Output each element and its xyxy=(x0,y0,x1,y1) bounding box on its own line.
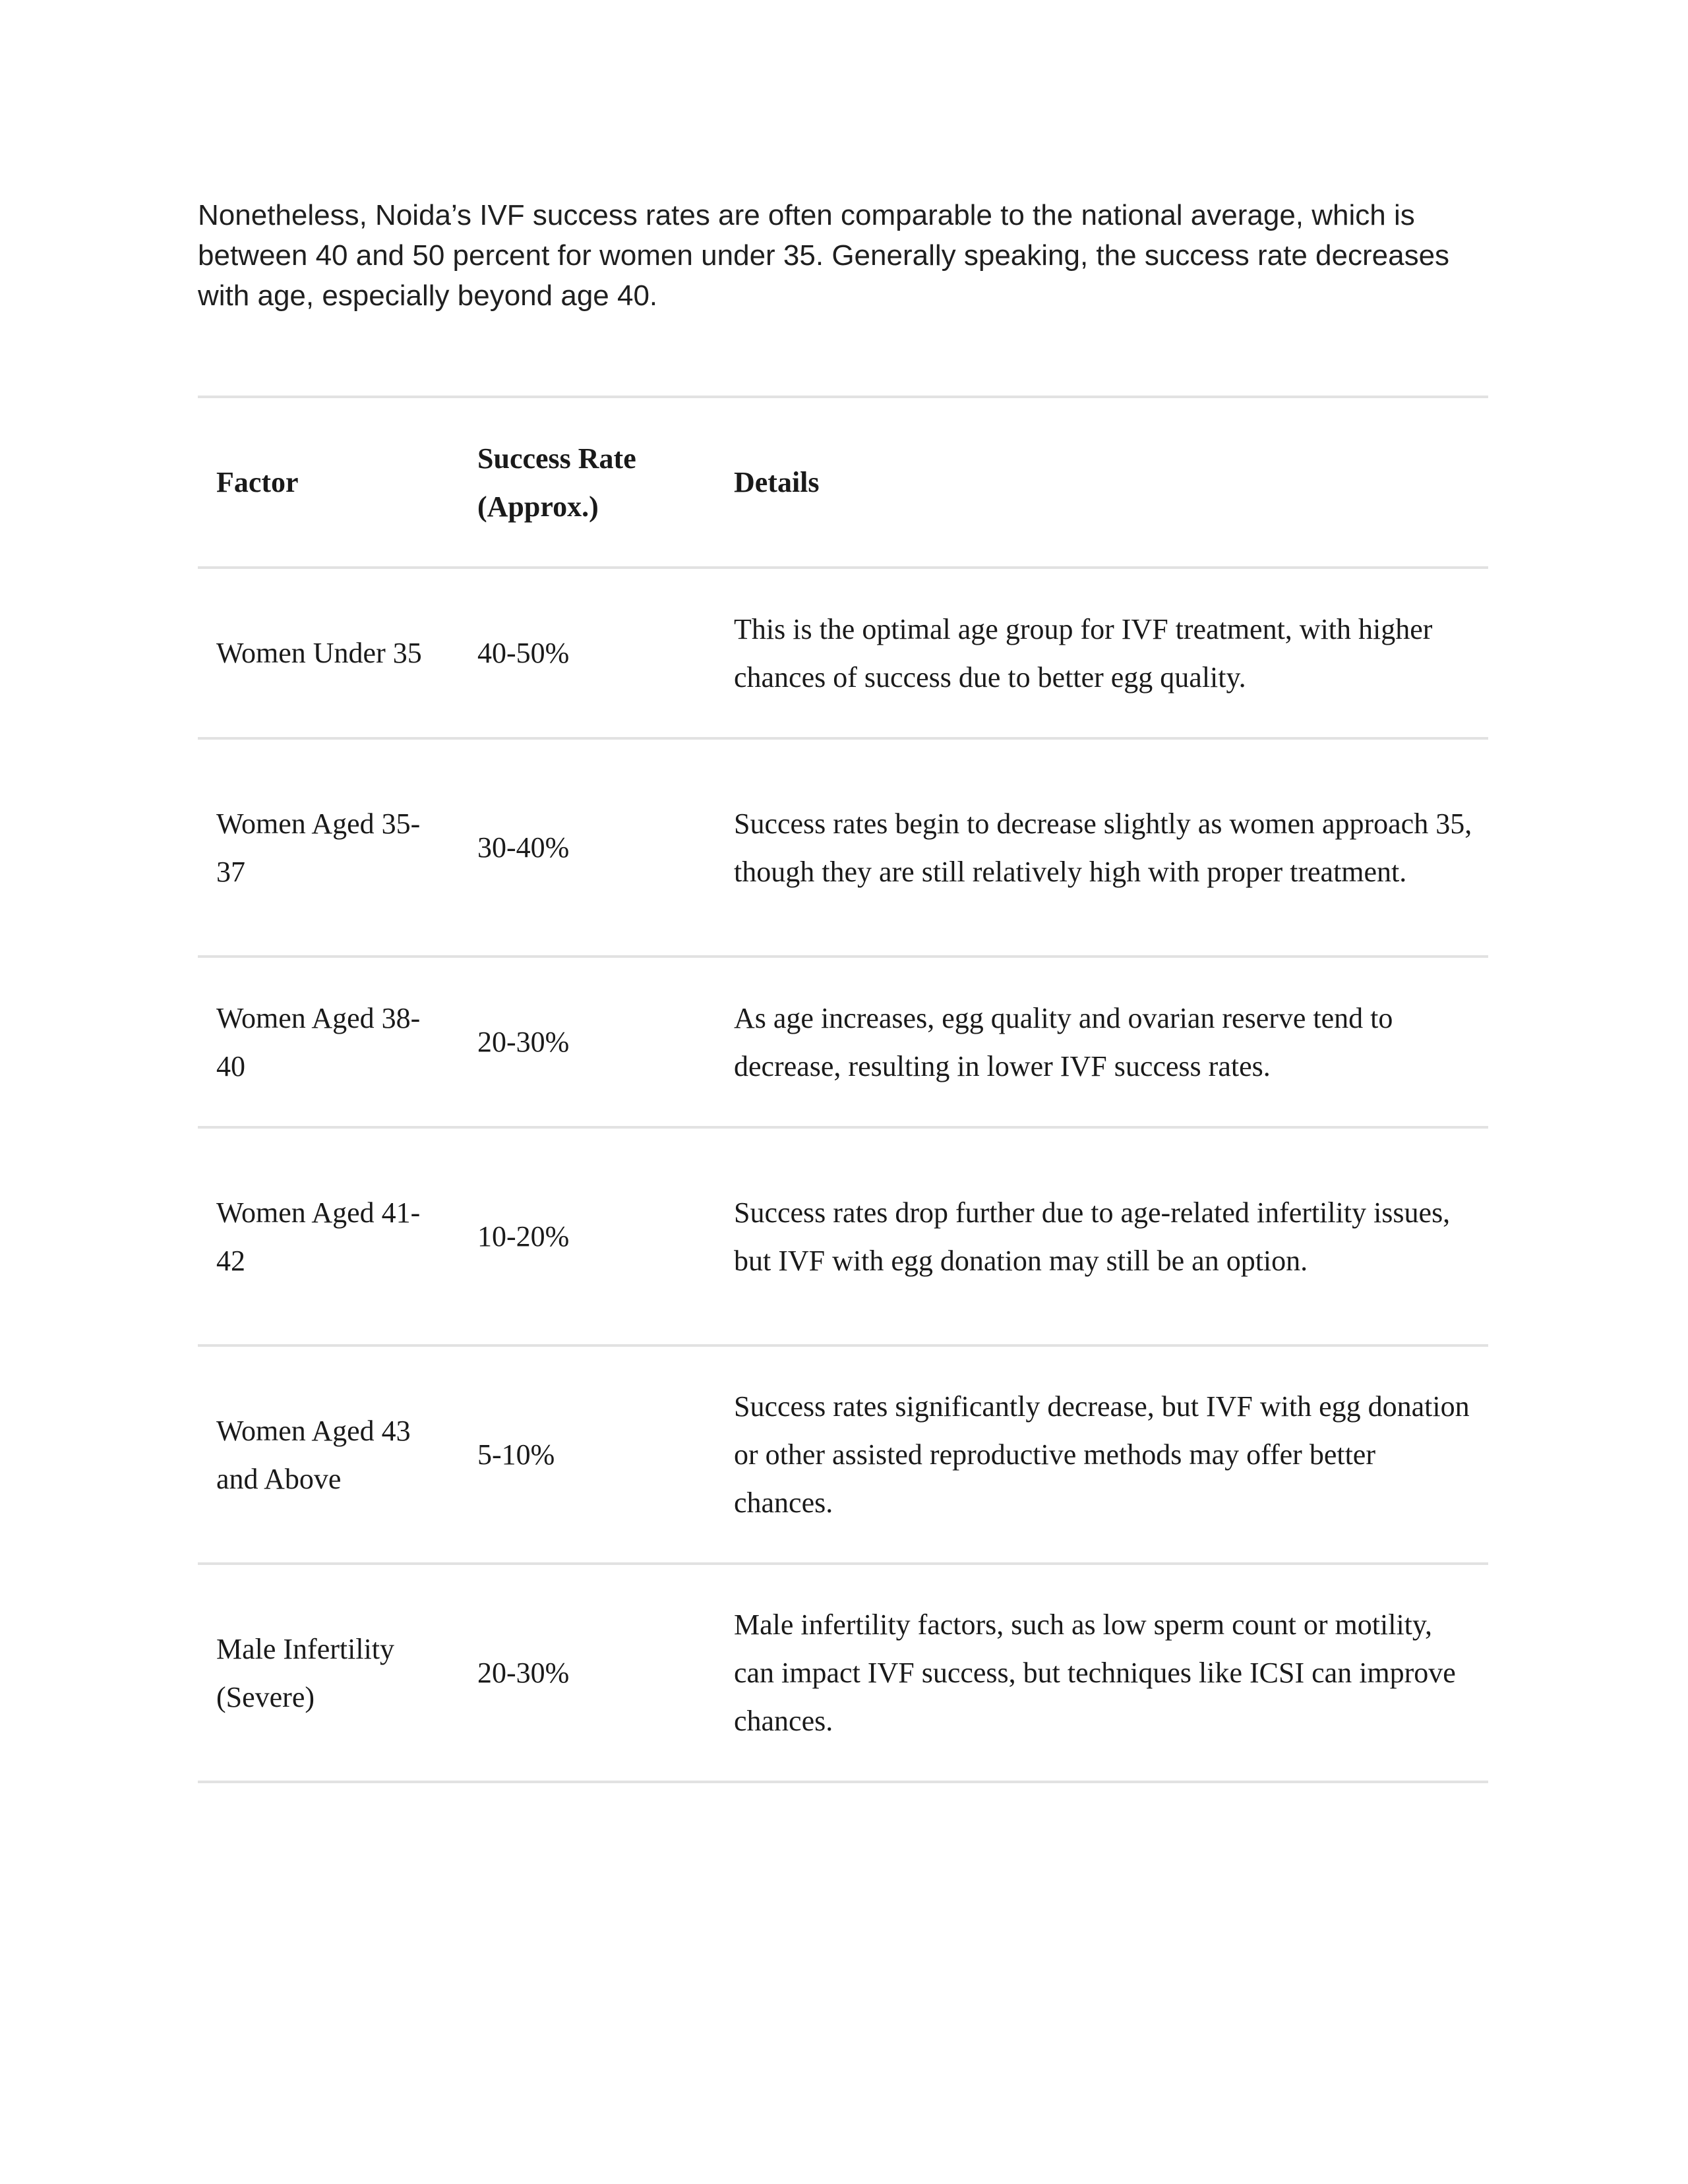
details-cell: Success rates significantly decrease, but IVF with egg donation or other assisted reproductive methods may offer better chances. xyxy=(734,1390,1470,1519)
details-cell: Male infertility factors, such as low sperm count or motility, can impact IVF success, but techniques like ICSI can improve chances. xyxy=(734,1608,1456,1737)
success-rate-table xyxy=(198,396,1488,1783)
table-row xyxy=(198,1127,1488,1345)
header-factor: Factor xyxy=(216,466,299,498)
details-cell: Success rates begin to decrease slightly as women approach 35, though they are still relatively high with proper treatment. xyxy=(734,807,1472,888)
header-success-rate: Success Rate (Approx.) xyxy=(477,442,636,523)
table-row xyxy=(198,1345,1488,1564)
factor-cell: Women Under 35 xyxy=(216,637,422,669)
rate-cell: 30-40% xyxy=(477,831,570,864)
rate-cell: 20-30% xyxy=(477,1657,570,1689)
table-row xyxy=(198,1564,1488,1782)
table-row xyxy=(198,957,1488,1127)
factor-cell: Women Aged 43 and Above xyxy=(216,1414,411,1495)
table-header-row xyxy=(198,397,1488,568)
table-row xyxy=(198,738,1488,957)
factor-cell: Women Aged 35-37 xyxy=(216,807,421,888)
header-details: Details xyxy=(734,466,820,498)
factor-cell: Male Infertility (Severe) xyxy=(216,1632,395,1713)
rate-cell: 5-10% xyxy=(477,1438,555,1471)
details-cell: This is the optimal age group for IVF treatment, with higher chances of success due to better egg quality. xyxy=(734,612,1433,694)
details-cell: As age increases, egg quality and ovarian reserve tend to decrease, resulting in lower IVF success rates. xyxy=(734,1001,1393,1082)
factor-cell: Women Aged 41-42 xyxy=(216,1196,421,1277)
rate-cell: 40-50% xyxy=(477,637,570,669)
rate-cell: 10-20% xyxy=(477,1220,570,1253)
rate-cell: 20-30% xyxy=(477,1026,570,1058)
table-row xyxy=(198,568,1488,738)
intro-paragraph: Nonetheless, Noida’s IVF success rates are often comparable to the national average, which is between 40 and 50 percent for women under 35. Generally speaking, the success rate decreases with age, especially beyond age 40. xyxy=(198,199,1450,312)
details-cell: Success rates drop further due to age-related infertility issues, but IVF with egg donation may still be an option. xyxy=(734,1196,1451,1277)
factor-cell: Women Aged 38-40 xyxy=(216,1001,421,1082)
